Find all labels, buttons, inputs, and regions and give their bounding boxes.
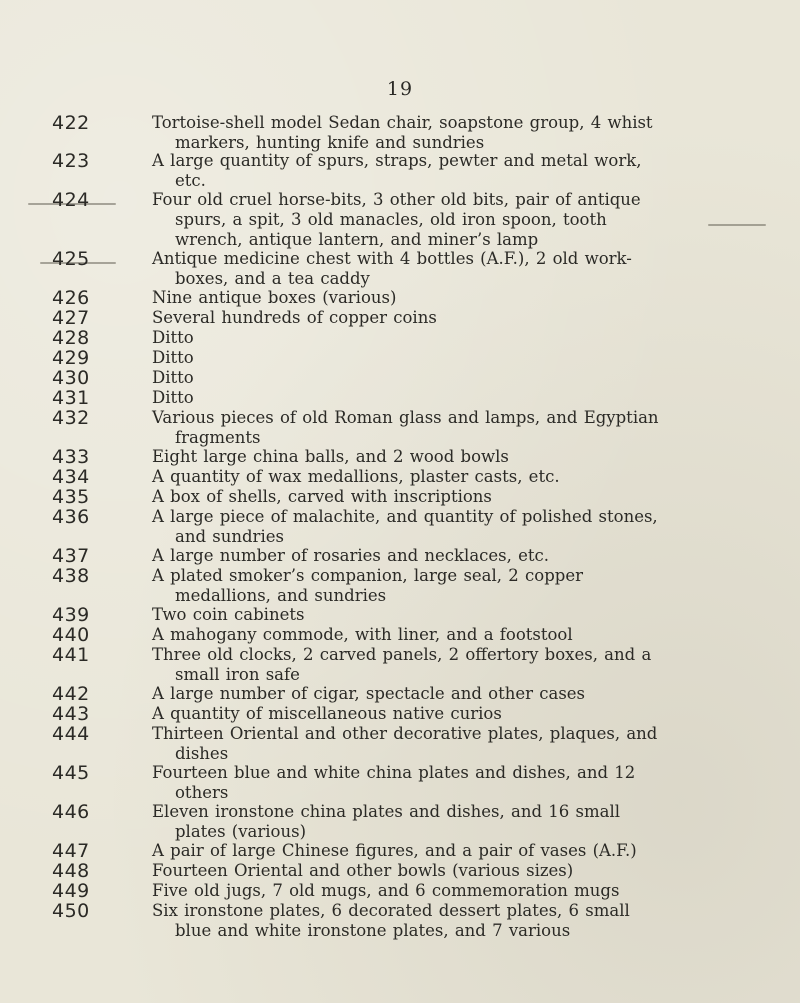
lot-number: 446: [52, 801, 90, 823]
lot-number: 433: [52, 446, 90, 468]
lot-description: Ditto: [152, 368, 194, 387]
lot-description: Fourteen Oriental and other bowls (various sizes): [152, 861, 574, 880]
lot-entry: [0, 724, 800, 763]
lot-number: 436: [52, 506, 90, 528]
lot-description: A large number of rosaries and necklaces, etc.: [152, 546, 550, 565]
lot-entry: [0, 328, 800, 348]
lot-description: Thirteen Oriental and other decorative plates, plaques, and dishes: [152, 724, 658, 763]
lot-entry: [0, 566, 800, 605]
lot-entry: [0, 288, 800, 308]
lot-number: 445: [52, 762, 90, 784]
lot-number: 437: [52, 545, 90, 567]
lot-number: 431: [52, 387, 90, 409]
lot-description: Two coin cabinets: [152, 605, 305, 624]
lot-description: Nine antique boxes (various): [152, 288, 397, 307]
lot-number: 443: [52, 703, 90, 725]
lot-entry: [0, 605, 800, 625]
lot-entry: [0, 625, 800, 645]
lot-description: Fourteen blue and white china plates and dishes, and 12 others: [152, 763, 636, 802]
lot-entry: [0, 467, 800, 487]
lot-entry: [0, 408, 800, 447]
lot-description: Five old jugs, 7 old mugs, and 6 commemoration mugs: [152, 881, 620, 900]
lot-description: A quantity of wax medallions, plaster casts, etc.: [152, 467, 560, 486]
lot-entry: [0, 881, 800, 901]
lot-number: 430: [52, 367, 90, 389]
lot-description: A plated smoker’s companion, large seal, 2 copper medallions, and sundries: [152, 566, 583, 605]
lot-description: Three old clocks, 2 carved panels, 2 offertory boxes, and a small iron safe: [152, 645, 652, 684]
lot-description: Antique medicine chest with 4 bottles (A.F.), 2 old work-boxes, and a tea caddy: [152, 249, 632, 288]
lot-number: 448: [52, 860, 90, 882]
lot-description: Several hundreds of copper coins: [152, 308, 437, 327]
lot-number: 426: [52, 287, 90, 309]
lot-entry: [0, 841, 800, 861]
lot-description: A large number of cigar, spectacle and other cases: [152, 684, 586, 703]
lot-description: Ditto: [152, 388, 194, 407]
lot-number: 447: [52, 840, 90, 862]
lot-number: 427: [52, 307, 90, 329]
lot-entry: [0, 308, 800, 328]
lot-entry: [0, 507, 800, 546]
lot-description: Ditto: [152, 328, 194, 347]
lot-number: 439: [52, 604, 90, 626]
lot-entry: [0, 151, 800, 190]
lot-entry: [0, 368, 800, 388]
lot-entry: [0, 388, 800, 408]
lot-entry: [0, 901, 800, 941]
lot-entry: [0, 487, 800, 507]
lot-entry: [0, 645, 800, 684]
lot-number: 434: [52, 466, 90, 488]
lot-number: 422: [52, 112, 90, 134]
lot-number: 442: [52, 683, 90, 705]
lot-description: A pair of large Chinese figures, and a pair of vases (A.F.): [152, 841, 637, 860]
lot-number: 423: [52, 150, 90, 172]
lot-number: 450: [52, 900, 90, 922]
lot-entry: [0, 447, 800, 467]
lot-description: A mahogany commode, with liner, and a footstool: [152, 625, 573, 644]
lot-list: [0, 113, 800, 941]
lot-number: 425: [52, 248, 90, 270]
lot-number: 449: [52, 880, 90, 902]
lot-entry: [0, 249, 800, 288]
lot-description: Eight large china balls, and 2 wood bowls: [152, 447, 509, 466]
lot-description: A quantity of miscellaneous native curios: [152, 704, 502, 723]
lot-description: Ditto: [152, 348, 194, 367]
lot-description: Various pieces of old Roman glass and lamps, and Egyptian fragments: [152, 408, 659, 447]
page-number: 19: [386, 78, 414, 100]
lot-description: A large piece of malachite, and quantity of polished stones, and sundries: [152, 507, 658, 546]
lot-number: 429: [52, 347, 90, 369]
lot-number: 432: [52, 407, 90, 429]
lot-description: A box of shells, carved with inscriptions: [152, 487, 492, 506]
lot-entry: [0, 546, 800, 566]
lot-entry: [0, 113, 800, 151]
lot-number: 438: [52, 565, 90, 587]
lot-number: 440: [52, 624, 90, 646]
lot-entry: [0, 684, 800, 704]
lot-number: 435: [52, 486, 90, 508]
lot-number: 424: [52, 189, 90, 211]
lot-entry: [0, 802, 800, 841]
lot-entry: [0, 763, 800, 802]
lot-description: Eleven ironstone china plates and dishes, and 16 small plates (various): [152, 802, 621, 841]
lot-description: A large quantity of spurs, straps, pewter and metal work, etc.: [152, 151, 642, 190]
lot-entry: [0, 190, 800, 249]
lot-entry: [0, 348, 800, 368]
lot-entry: [0, 704, 800, 724]
lot-entry: [0, 861, 800, 881]
lot-number: 444: [52, 723, 90, 745]
lot-description: Tortoise-shell model Sedan chair, soapstone group, 4 whist markers, hunting knife and sundries: [152, 113, 653, 152]
lot-number: 428: [52, 327, 90, 349]
lot-description: Six ironstone plates, 6 decorated dessert plates, 6 small blue and white ironstone plates, and 7 various: [152, 901, 630, 940]
lot-description: Four old cruel horse-bits, 3 other old bits, pair of antique spurs, a spit, 3 old manacles, old iron spoon, tooth wrench, antique lantern, and miner’s lamp: [152, 190, 641, 249]
lot-number: 441: [52, 644, 90, 666]
